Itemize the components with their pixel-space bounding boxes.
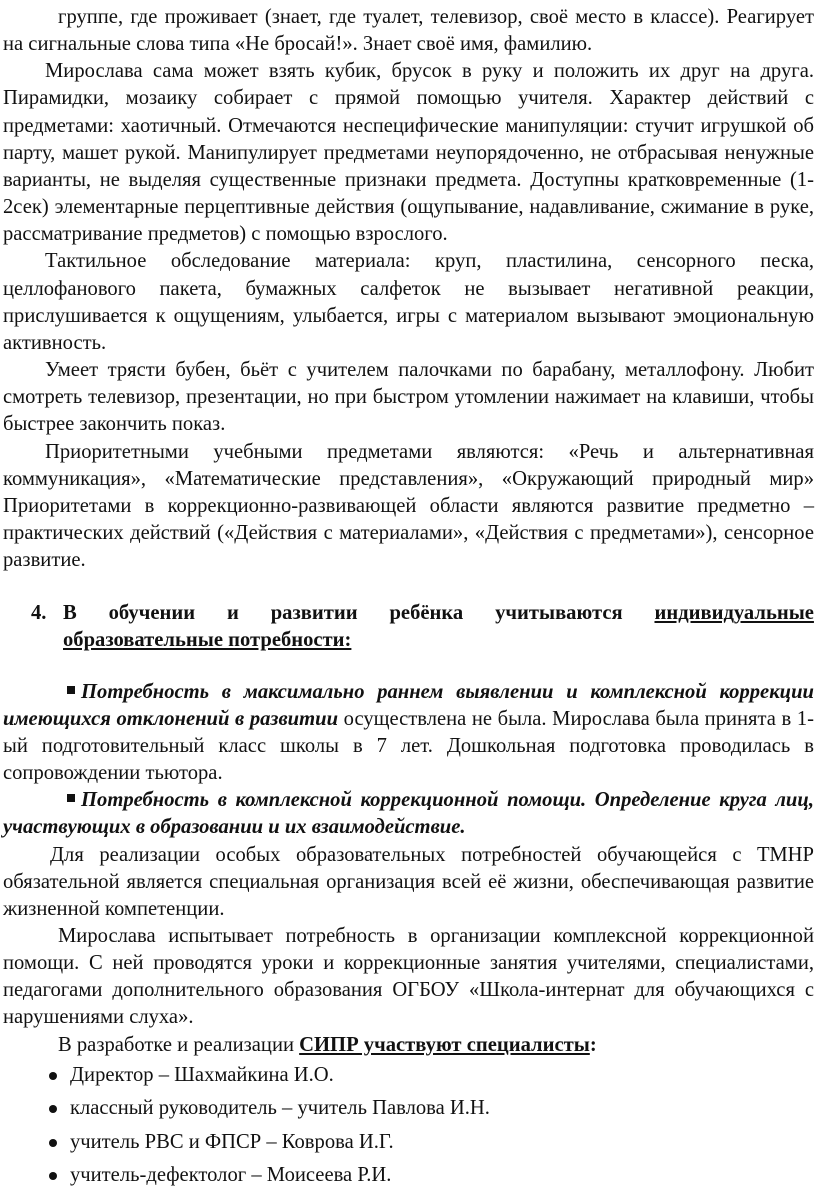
specialist-text: классный руководитель – учитель Павлова И.Н. (70, 1097, 490, 1120)
paragraph-orientation: группе, где проживает (знает, где туалет, телевизор, своё место в классе). Реагирует на сигнальные слова типа «Не бросай!». Знает своё имя, фамилию. (3, 6, 814, 56)
bullet-icon (49, 1139, 57, 1147)
need-1-paragraph (3, 679, 814, 788)
document-page (3, 4, 814, 1193)
paragraph-priority-subjects: Приоритетными учебными предметами являются: «Речь и альтернативная коммуникация», «Математические представления», «Окружающий природный мир» Приоритетами в коррекционно-развивающей области являются развитие предметно – практических действий («Действия с материалами», «Действия с предметами»), сенсорное развитие. (3, 440, 814, 572)
heading-underlined-word: индивидуальные (654, 602, 814, 625)
paragraph-complex-help: Мирослава испытывает потребность в организации комплексной коррекционной помощи. С ней проводятся уроки и коррекционные занятия учителями, специалистами, педагогами дополнительного образования ОГБОУ «Школа-интернат для обучающихся с нарушениями слуха». (3, 925, 814, 1029)
paragraph-special-organization: Для реализации особых образовательных потребностей обучающейся с ТМНР обязательной является специальная организация всей её жизни, обеспечивающая развитие жизненной компетенции. (3, 843, 814, 920)
heading-underlined-phrase: образовательные потребности: (63, 629, 352, 652)
heading-word: учитываются (495, 602, 623, 625)
spacer (3, 655, 814, 679)
section-4-heading (3, 600, 814, 654)
heading-word: развитии (270, 602, 358, 625)
specialist-text: учитель РВС и ФПСР – Коврова И.Г. (70, 1130, 394, 1153)
need-2-title: Потребность в комплексной коррекционной помощи. Определение круга лиц, участвующих в образовании и их взаимодействие. (3, 789, 814, 839)
specialists-intro-bold: СИПР участвуют специалисты (299, 1033, 590, 1056)
square-bullet-icon (67, 686, 75, 694)
need-2-paragraph (3, 787, 814, 841)
heading-word: обучении (108, 602, 196, 625)
bullet-icon (49, 1072, 57, 1080)
specialists-list (3, 1059, 814, 1193)
bullet-icon (49, 1172, 57, 1180)
square-bullet-icon (67, 794, 75, 802)
need-1-text: осуществлена не была. Мирослава была принята в 1-ый подготовительный класс школы в 7 лет. Дошкольная подготовка проводилась в сопровождении тьютора. (3, 707, 814, 785)
section-number: 4. (31, 602, 47, 625)
section-heading-line-2 (63, 627, 814, 654)
heading-word: В (63, 602, 77, 625)
need-1-title: Потребность в максимально раннем выявлении и комплексной коррекции имеющихся отклонений в развитии (3, 680, 814, 730)
specialist-text: Директор – Шахмайкина И.О. (70, 1063, 334, 1086)
bullet-icon (49, 1105, 57, 1113)
specialist-text: учитель-дефектолог – Моисеева Р.И. (70, 1164, 392, 1187)
list-item (3, 1126, 814, 1160)
specialists-intro-colon: : (589, 1033, 597, 1056)
spacer (3, 574, 814, 600)
list-item (3, 1092, 814, 1126)
paragraph-music: Умеет трясти бубен, бьёт с учителем палочками по барабану, металлофону. Любит смотреть телевизор, презентации, но при быстром утомлении нажимает на клавиши, чтобы быстрее закончить показ. (3, 359, 814, 436)
list-item (3, 1059, 814, 1093)
section-heading-line-1 (63, 600, 814, 627)
section-heading-text (63, 600, 814, 654)
list-item (3, 1159, 814, 1193)
paragraph-object-actions: Мирослава сама может взять кубик, брусок в руку и положить их друг на друга. Пирамидки, мозаику собирает с прямой помощью учителя. Характер действий с предметами: хаотичный. Отмечаются неспецифические манипуляции: стучит игрушкой об парту, машет рукой. Манипулирует предметами неупорядоченно, не отбрасывая ненужные варианты, не выделяя существенные признаки предмета. Доступны кратковременные (1-2сек) элементарные перцептивные действия (ощупывание, надавливание, сжимание в руке, рассматривание предметов) с помощью взрослого. (3, 60, 814, 246)
paragraph-tactile: Тактильное обследование материала: круп, пластилина, сенсорного песка, целлофанового пакета, бумажных салфеток не вызывает негативной реакции, прислушивается к ощущениям, улыбается, игры с материалом вызывают эмоциональную активность. (3, 250, 814, 354)
heading-word: ребёнка (389, 602, 464, 625)
paragraph-specialists-intro (3, 1032, 814, 1059)
heading-word: и (226, 602, 239, 625)
specialists-intro-text: В разработке и реализации (58, 1033, 300, 1056)
